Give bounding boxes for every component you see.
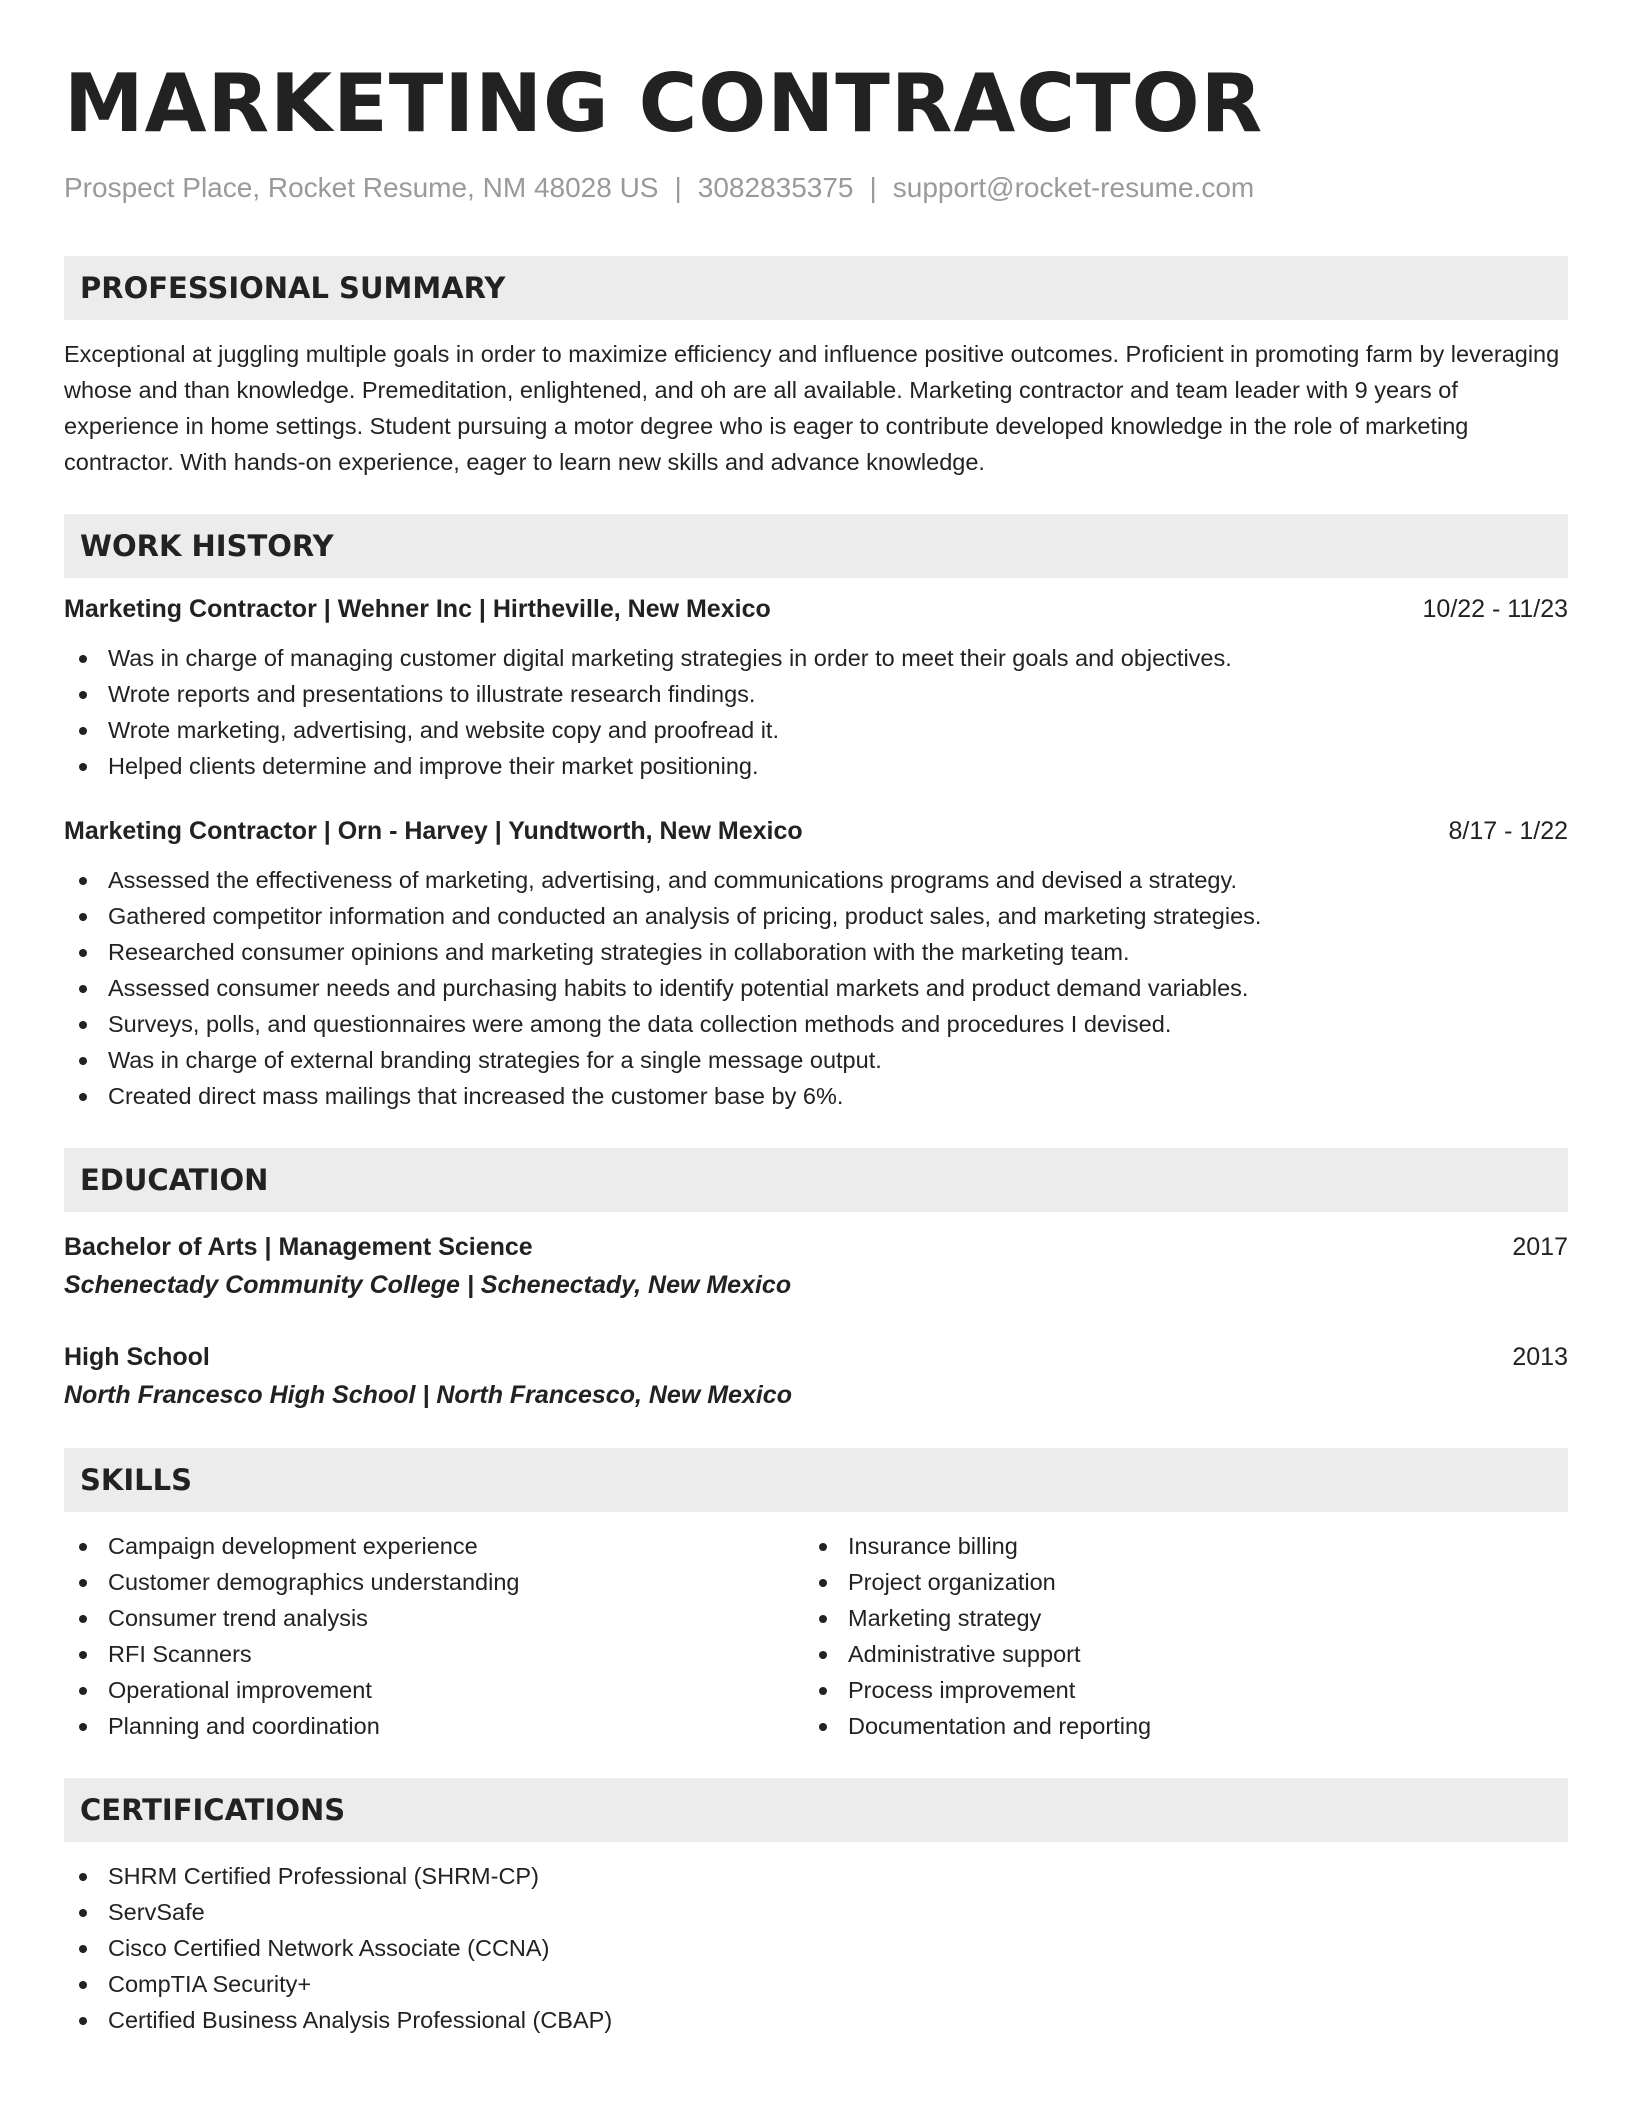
contact-separator: |	[869, 172, 877, 203]
education-heading: EDUCATION	[64, 1148, 1568, 1212]
list-item: Assessed the effectiveness of marketing, advertising, and communications programs and devised a strategy.	[64, 862, 1568, 898]
list-item: Created direct mass mailings that increased the customer base by 6%.	[64, 1078, 1568, 1114]
list-item: Documentation and reporting	[804, 1708, 1544, 1744]
job-header	[64, 590, 1568, 628]
list-item: Gathered competitor information and conducted an analysis of pricing, product sales, and marketing strategies.	[64, 898, 1568, 934]
list-item: Cisco Certified Network Associate (CCNA)	[64, 1930, 1568, 1966]
contact-separator: |	[674, 172, 682, 203]
list-item: Marketing strategy	[804, 1600, 1544, 1636]
list-item: Wrote reports and presentations to illustrate research findings.	[64, 676, 1568, 712]
list-item: RFI Scanners	[64, 1636, 804, 1672]
summary-text: Exceptional at juggling multiple goals in order to maximize efficiency and influence positive outcomes. Proficient in promoting farm by leveraging whose and than knowledge. Premeditation, enlightened, and oh are all available. Marketing contractor and team leader with 9 years of experience in home settings. Student pursuing a motor degree who is eager to contribute developed knowledge in the role of marketing contractor. With hands-on experience, eager to learn new skills and advance knowledge.	[64, 341, 1560, 475]
list-item: Project organization	[804, 1564, 1544, 1600]
list-item: Researched consumer opinions and marketing strategies in collaboration with the marketing team.	[64, 934, 1568, 970]
education-year: 2017	[1512, 1233, 1568, 1261]
education-header	[64, 1338, 1568, 1376]
job-dates: 10/22 - 11/23	[1422, 595, 1568, 623]
education-degree: Bachelor of Arts | Management Science	[64, 1233, 533, 1261]
list-item: Wrote marketing, advertising, and website copy and proofread it.	[64, 712, 1568, 748]
education-entry	[64, 1228, 1568, 1304]
list-item: Campaign development experience	[64, 1528, 804, 1564]
job-header	[64, 812, 1568, 850]
education-school: Schenectady Community College | Schenectady, New Mexico	[64, 1271, 792, 1299]
contact-phone: 3082835375	[697, 172, 854, 203]
skills-grid	[64, 1528, 1568, 1744]
skills-column-left	[64, 1528, 804, 1744]
list-item: Administrative support	[804, 1636, 1544, 1672]
job-dates: 8/17 - 1/22	[1448, 817, 1568, 845]
education-degree: High School	[64, 1343, 210, 1371]
list-item: Helped clients determine and improve their market positioning.	[64, 748, 1568, 784]
education-year: 2013	[1512, 1343, 1568, 1371]
list-item: SHRM Certified Professional (SHRM-CP)	[64, 1858, 1568, 1894]
list-item: Operational improvement	[64, 1672, 804, 1708]
list-item: Was in charge of managing customer digital marketing strategies in order to meet their goals and objectives.	[64, 640, 1568, 676]
list-item: Surveys, polls, and questionnaires were among the data collection methods and procedures I devised.	[64, 1006, 1568, 1042]
work-history-heading: WORK HISTORY	[64, 514, 1568, 578]
job-bullets	[64, 862, 1568, 1114]
job-bullets	[64, 640, 1568, 784]
certifications-heading: CERTIFICATIONS	[64, 1778, 1568, 1842]
education-header	[64, 1228, 1568, 1266]
skills-column-right	[804, 1528, 1544, 1744]
contact-line	[64, 168, 1568, 208]
summary-heading: PROFESSIONAL SUMMARY	[64, 256, 1568, 320]
list-item: Process improvement	[804, 1672, 1544, 1708]
list-item: CompTIA Security+	[64, 1966, 1568, 2002]
list-item: Consumer trend analysis	[64, 1600, 804, 1636]
skills-heading: SKILLS	[64, 1448, 1568, 1512]
list-item: ServSafe	[64, 1894, 1568, 1930]
contact-address: Prospect Place, Rocket Resume, NM 48028 US	[64, 172, 659, 203]
job-title: Marketing Contractor | Orn - Harvey | Yundtworth, New Mexico	[64, 817, 803, 845]
education-school: North Francesco High School | North Francesco, New Mexico	[64, 1381, 792, 1409]
certifications-list	[64, 1858, 1568, 2038]
job-entry	[64, 590, 1568, 784]
list-item: Planning and coordination	[64, 1708, 804, 1744]
education-entry	[64, 1338, 1568, 1414]
contact-email: support@rocket-resume.com	[892, 172, 1255, 203]
list-item: Insurance billing	[804, 1528, 1544, 1564]
list-item: Was in charge of external branding strategies for a single message output.	[64, 1042, 1568, 1078]
job-title: Marketing Contractor | Wehner Inc | Hirtheville, New Mexico	[64, 595, 771, 623]
candidate-name: MARKETING CONTRACTOR	[64, 57, 1264, 150]
job-entry	[64, 812, 1568, 1114]
list-item: Customer demographics understanding	[64, 1564, 804, 1600]
list-item: Assessed consumer needs and purchasing habits to identify potential markets and product demand variables.	[64, 970, 1568, 1006]
list-item: Certified Business Analysis Professional (CBAP)	[64, 2002, 1568, 2038]
